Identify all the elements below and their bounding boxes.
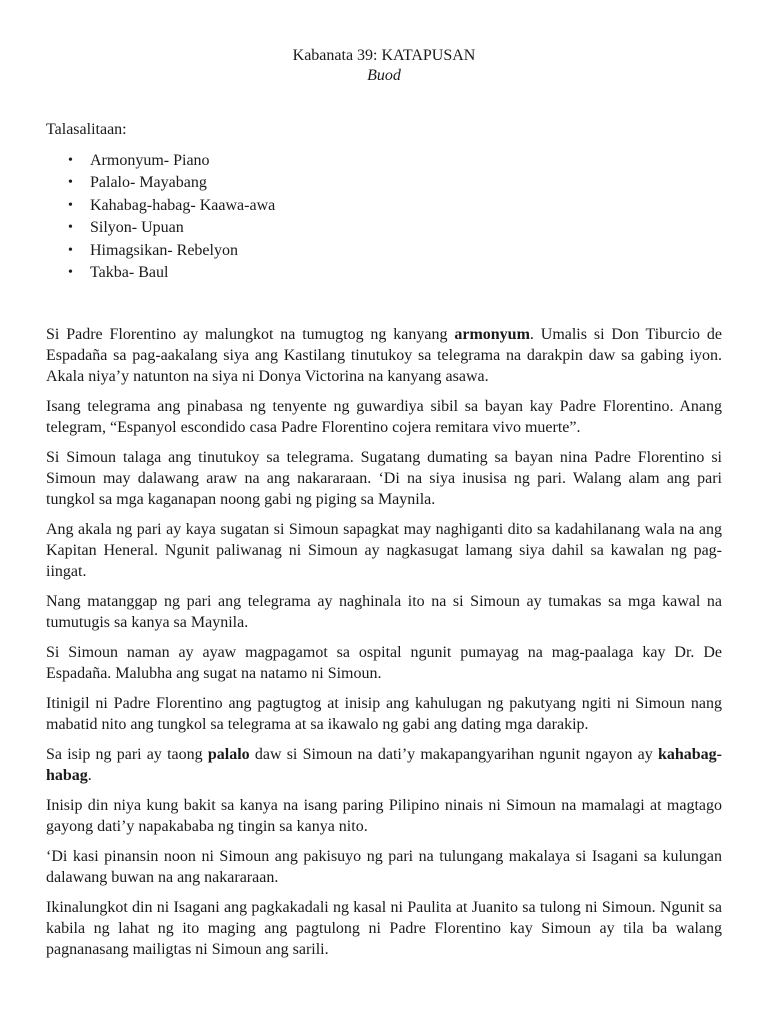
glossary-item-text: Himagsikan- Rebelyon xyxy=(90,241,238,259)
glossary-item-text: Kahabag-habag- Kaawa-awa xyxy=(90,196,276,214)
glossary-heading: Talasalitaan: xyxy=(46,121,127,138)
paragraph-7: Itinigil ni Padre Florentino ang pagtugtog at inisip ang kahulugan ng pakutyang ngiti ni Simoun nang mabatid nito ang tungkol sa telegrama at sa ikawalo ng gabi ang dating mga darakip. xyxy=(46,695,722,734)
bullet-icon: • xyxy=(68,265,73,281)
bullet-icon: • xyxy=(68,197,73,213)
paragraph-6: Si Simoun naman ay ayaw magpagamot sa ospital ngunit pumayag na mag-paalaga kay Dr. De Espadaña. Malubha ang sugat na natamo ni Simoun. xyxy=(46,644,722,683)
paragraph-10: ‘Di kasi pinansin noon ni Simoun ang pakisuyo ng pari na tulungang makalaya si Isagani sa kulungan dalawang buwan na ang nakararaan. xyxy=(46,848,722,887)
glossary-item-text: Armonyum- Piano xyxy=(90,152,210,169)
glossary-item-text: Silyon- Upuan xyxy=(90,219,184,237)
glossary-item xyxy=(68,262,722,284)
paragraph-text: . xyxy=(87,767,92,785)
paragraph-11: Ikinalungkot din ni Isagani ang pagkakadali ng kasal ni Paulita at Juanito sa tulong ni Simoun. Ngunit sa kabila ng lahat ng ito maging ang pagtulong ni Padre Florentino kay Simoun ay tila ba walang pagnanasang mailigtas ni Simoun ang sarili. xyxy=(46,899,722,959)
paragraph-text: . Umalis si Don Tiburcio de Espadaña sa pag-aakalang siya ang Kastilang tinutukoy sa telegrama na darakpin daw sa gabing iyon. Akala niya’y natunton na siya ni Donya Victorina na kanyang asawa. xyxy=(46,326,722,386)
bullet-icon: • xyxy=(68,220,73,236)
glossary-item xyxy=(68,195,722,217)
highlighted-term: kahabag-habag xyxy=(46,746,723,785)
bullet-icon: • xyxy=(68,242,73,258)
glossary-list xyxy=(46,150,722,284)
summary-body xyxy=(46,324,722,960)
chapter-subtitle: Buod xyxy=(367,67,401,84)
glossary-item xyxy=(68,240,722,262)
paragraph-5: Nang matanggap ng pari ang telegrama ay naghinala ito na si Simoun ay tumakas sa mga kawal na tumutugis sa kanya sa Maynila. xyxy=(46,593,722,632)
bullet-icon: • xyxy=(68,153,73,168)
paragraph-4: Ang akala ng pari ay kaya sugatan si Simoun sapagkat may naghiganti dito sa kadahilanang wala na ang Kapitan Heneral. Ngunit paliwanag ni Simoun ay nagkasugat lamang siya dahil sa kawalan ng pag-iingat. xyxy=(46,521,722,581)
paragraph-text: daw si Simoun na dati’y makapangyarihan ngunit ngayon ay xyxy=(249,746,658,764)
bullet-icon: • xyxy=(68,175,73,191)
paragraph-9: Inisip din niya kung bakit sa kanya na isang paring Pilipino ninais ni Simoun na mamalagi at magtago gayong dati’y napakababa ng tingin sa kanya nito. xyxy=(46,797,722,836)
paragraph-8 xyxy=(46,744,722,786)
glossary-item-text: Palalo- Mayabang xyxy=(90,174,207,192)
paragraph-text: Sa isip ng pari ay taong xyxy=(46,746,208,764)
highlighted-term: armonyum xyxy=(454,326,530,344)
glossary-item xyxy=(68,150,722,172)
chapter-title: Kabanata 39: KATAPUSAN xyxy=(292,47,476,64)
paragraph-text: Si Padre Florentino ay malungkot na tumugtog ng kanyang xyxy=(46,326,455,344)
highlighted-term: palalo xyxy=(207,746,250,764)
paragraph-2: Isang telegrama ang pinabasa ng tenyente ng guwardiya sibil sa bayan kay Padre Florentino. Anang telegram, “Espanyol escondido casa Padre Florentino cojera remitara vivo muerte”. xyxy=(46,398,722,437)
glossary-item xyxy=(68,172,722,194)
paragraph-1 xyxy=(46,324,722,387)
document-page xyxy=(46,46,722,969)
glossary-item-text: Takba- Baul xyxy=(90,264,169,282)
glossary-item xyxy=(68,217,722,239)
paragraph-3: Si Simoun talaga ang tinutukoy sa telegrama. Sugatang dumating sa bayan nina Padre Florentino si Simoun may dalawang araw na ang nakararaan. ‘Di na siya inusisa ng pari. Walang alam ang pari tungkol sa mga kaganapan noong gabi ng piging sa Maynila. xyxy=(46,449,722,509)
